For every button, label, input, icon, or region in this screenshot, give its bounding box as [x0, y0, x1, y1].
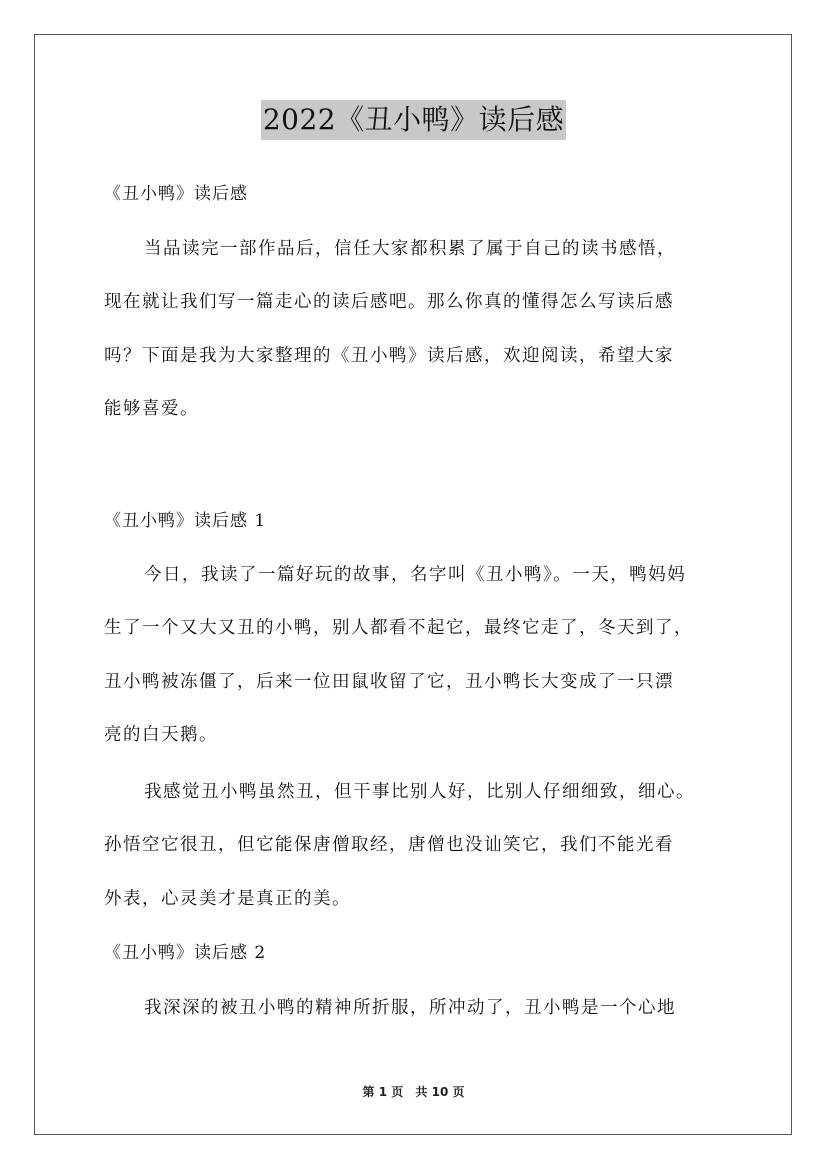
paragraph-line: 丑小鸭被冻僵了，后来一位田鼠收留了它，丑小鸭长大变成了一只漂	[104, 672, 674, 692]
page-number: 第 1 页	[362, 1085, 404, 1099]
intro-line: 吗？下面是我为大家整理的《丑小鸭》读后感，欢迎阅读，希望大家	[104, 346, 674, 366]
intro-line: 现在就让我们写一篇走心的读后感吧。那么你真的懂得怎么写读后感	[104, 292, 674, 312]
page-total: 共 10 页	[415, 1085, 465, 1099]
paragraph-line: 我深深的被丑小鸭的精神所折服，所冲动了，丑小鸭是一个心地	[144, 998, 676, 1018]
section-heading-1: 《丑小鸭》读后感 1	[104, 511, 267, 531]
section-heading-2: 《丑小鸭》读后感 2	[104, 943, 267, 963]
paragraph-line: 外表，心灵美才是真正的美。	[104, 889, 351, 909]
paragraph-line: 孙悟空它很丑，但它能保唐僧取经，唐僧也没讪笑它，我们不能光看	[104, 835, 674, 855]
document-title: 2022《丑小鸭》读后感	[261, 100, 566, 140]
intro-line: 能够喜爱。	[104, 399, 199, 419]
paragraph-line: 亮的白天鹅。	[104, 725, 218, 745]
intro-line: 当品读完一部作品后，信任大家都积累了属于自己的读书感悟，	[144, 239, 676, 259]
page-footer	[0, 1083, 827, 1100]
section-heading-main: 《丑小鸭》读后感	[104, 184, 248, 204]
title-container	[0, 100, 827, 140]
paragraph-line: 我感觉丑小鸭虽然丑，但干事比别人好，比别人仔细细致，细心。	[144, 782, 695, 802]
paragraph-line: 生了一个又大又丑的小鸭，别人都看不起它，最终它走了，冬天到了，	[104, 618, 693, 638]
paragraph-line: 今日，我读了一篇好玩的故事，名字叫《丑小鸭》。一天，鸭妈妈	[144, 565, 687, 585]
